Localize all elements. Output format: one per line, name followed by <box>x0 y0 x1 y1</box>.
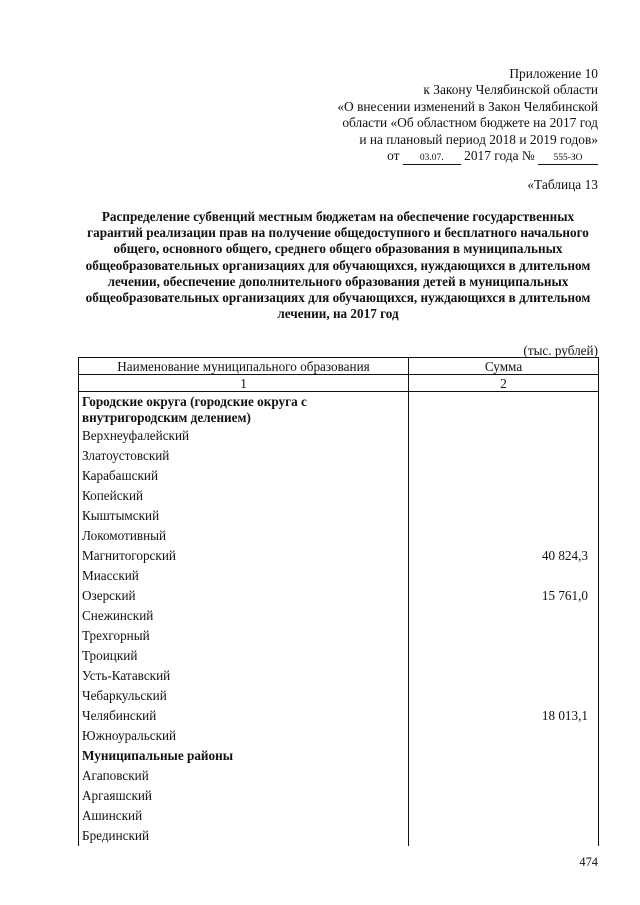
subvention-amount <box>409 506 599 526</box>
municipality-name: Миасский <box>79 566 409 586</box>
table-row <box>79 586 599 606</box>
group-label: Муниципальные районы <box>79 746 409 766</box>
municipality-name: Верхнеуфалейский <box>79 426 409 446</box>
table-row <box>79 646 599 666</box>
column-number-2: 2 <box>409 375 599 392</box>
subvention-amount <box>409 686 599 706</box>
municipality-name: Озерский <box>79 586 409 606</box>
municipality-name: Кыштымский <box>79 506 409 526</box>
table-row <box>79 566 599 586</box>
appendix-line: области «Об областном бюджете на 2017 год <box>342 115 598 131</box>
municipality-name: Агаповский <box>79 766 409 786</box>
subvention-amount <box>409 646 599 666</box>
table-row <box>79 526 599 546</box>
municipality-name: Трехгорный <box>79 626 409 646</box>
table-row <box>79 686 599 706</box>
header-name: Наименование муниципального образования <box>79 358 409 375</box>
table-row <box>79 706 599 726</box>
municipality-name: Троицкий <box>79 646 409 666</box>
municipality-name: Златоустовский <box>79 446 409 466</box>
table-row <box>79 446 599 466</box>
law-number: 555-ЗО <box>538 152 598 165</box>
appendix-line: Приложение 10 <box>509 66 598 81</box>
group-row-districts <box>79 746 599 766</box>
year-text: 2017 года № <box>464 148 535 164</box>
municipality-name: Карабашский <box>79 466 409 486</box>
subvention-amount: 15 761,0 <box>409 586 599 606</box>
table-label: «Таблица 13 <box>527 177 598 192</box>
table-row <box>79 506 599 526</box>
municipality-name: Чебаркульский <box>79 686 409 706</box>
from-prefix: от <box>387 148 400 164</box>
municipality-name: Локомотивный <box>79 526 409 546</box>
subvention-amount <box>409 566 599 586</box>
appendix-date-line <box>268 148 598 165</box>
subvention-amount <box>409 606 599 626</box>
table-row <box>79 726 599 746</box>
column-number-row <box>79 375 599 392</box>
municipality-name: Брединский <box>79 826 409 846</box>
subvention-amount <box>409 666 599 686</box>
table-row <box>79 486 599 506</box>
table-header-row <box>79 358 599 375</box>
municipality-name: Магнитогорский <box>79 546 409 566</box>
group-amount <box>409 392 599 427</box>
subvention-amount <box>409 826 599 846</box>
table-row <box>79 606 599 626</box>
municipality-name: Аргаяшский <box>79 786 409 806</box>
municipality-name: Снежинский <box>79 606 409 626</box>
law-date: 03.07. <box>403 152 461 165</box>
municipality-name: Копейский <box>79 486 409 506</box>
municipality-name: Усть-Катавский <box>79 666 409 686</box>
table-row <box>79 826 599 846</box>
column-number-1: 1 <box>79 375 409 392</box>
subvention-amount <box>409 766 599 786</box>
subvention-amount: 40 824,3 <box>409 546 599 566</box>
appendix-line: «О внесении изменений в Закон Челябинской <box>337 98 598 114</box>
page-number: 474 <box>579 855 598 869</box>
subvention-amount <box>409 806 599 826</box>
table-row <box>79 466 599 486</box>
subvention-amount <box>409 786 599 806</box>
subvention-amount <box>409 486 599 506</box>
municipality-name: Ашинский <box>79 806 409 826</box>
appendix-header <box>268 66 598 165</box>
table-row <box>79 806 599 826</box>
table-row <box>79 666 599 686</box>
subvention-amount <box>409 526 599 546</box>
appendix-line: и на плановый период 2018 и 2019 годов» <box>359 131 598 147</box>
header-sum: Сумма <box>409 358 599 375</box>
subvention-table <box>78 357 599 846</box>
table-row <box>79 426 599 446</box>
table-row <box>79 546 599 566</box>
subvention-amount <box>409 726 599 746</box>
group-amount <box>409 746 599 766</box>
subvention-amount <box>409 466 599 486</box>
table-body <box>79 392 599 847</box>
subvention-amount <box>409 426 599 446</box>
table-row <box>79 626 599 646</box>
units-label: (тыс. рублей) <box>523 343 598 358</box>
appendix-line: к Закону Челябинской области <box>423 82 598 98</box>
document-title: Распределение субвенций местным бюджетам на обеспечение государственных гарантий реализации прав на получение общедоступного и бесплатного начального общего, основного общего, среднего общего образования в муниципальных общеобразовательных организациях для обучающихся, нуждающихся в длительном лечении, обеспечение дополнительного образования детей в муниципальных общеобразовательных организациях для обучающихся, нуждающихся в длительном лечении, на 2017 год <box>85 209 591 322</box>
subvention-amount <box>409 446 599 466</box>
table-row <box>79 766 599 786</box>
subvention-amount: 18 013,1 <box>409 706 599 726</box>
group-row-cities <box>79 392 599 427</box>
subvention-amount <box>409 626 599 646</box>
municipality-name: Южноуральский <box>79 726 409 746</box>
group-label: Городские округа (городские округа с внутригородским делением) <box>79 392 409 427</box>
municipality-name: Челябинский <box>79 706 409 726</box>
table-row <box>79 786 599 806</box>
